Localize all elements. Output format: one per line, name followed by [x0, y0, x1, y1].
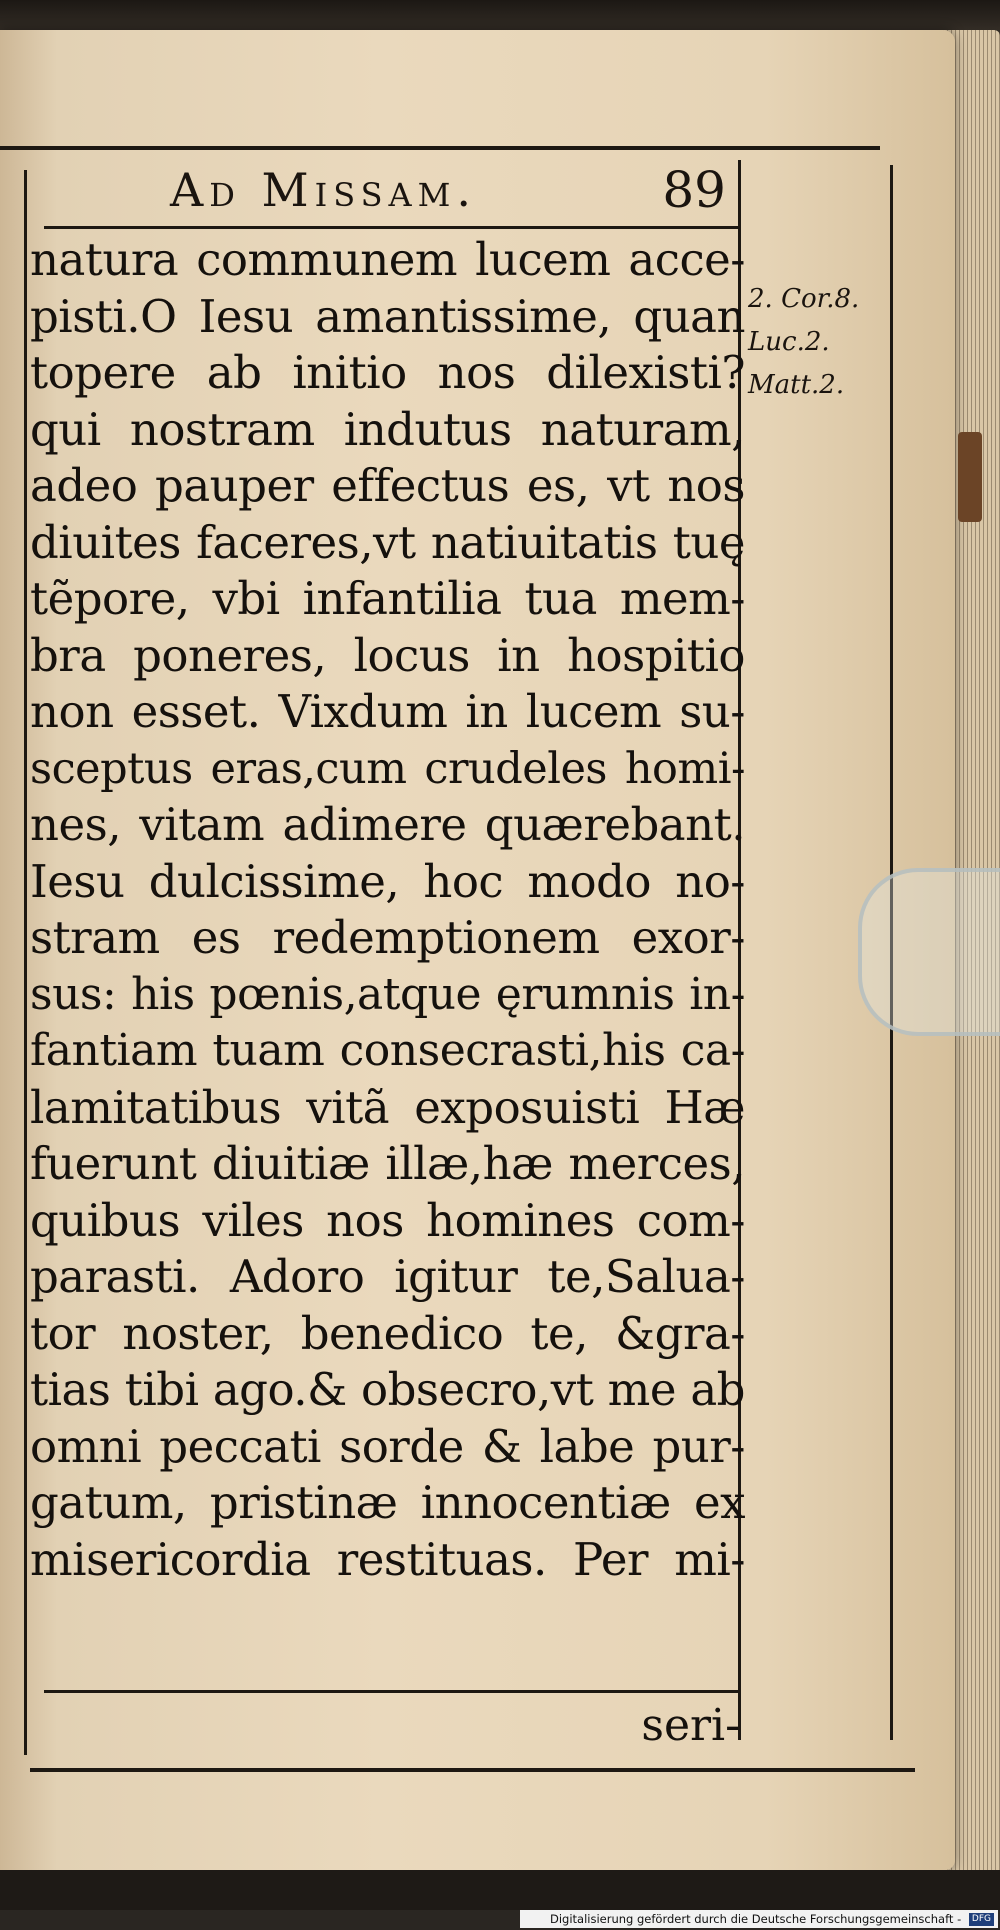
text-line: qui nostram indutus naturam,: [30, 402, 745, 456]
text-line: pisti.O Iesu amantissime, quan: [30, 289, 745, 343]
running-title: Ad Missam.: [170, 163, 478, 217]
text-line: tias tibi ago.& obsecro,vt me ab: [30, 1363, 745, 1416]
text-line: non esset. Vixdum in lucem su-: [30, 685, 745, 738]
text-line: misericordia restituas. Per mi-: [30, 1532, 745, 1586]
text-line: omni peccati sorde & labe pur-: [30, 1419, 745, 1473]
page-clip: [858, 868, 1000, 1036]
margin-note: Matt.2.: [748, 370, 845, 400]
text-line: quibus viles nos homines com-: [30, 1193, 745, 1247]
text-line: bra poneres, locus in hospitio: [30, 628, 745, 682]
text-line: topere ab initio nos dilexisti?: [30, 346, 745, 399]
text-line: stram es redemptionem exor-: [30, 911, 745, 964]
text-line: nes, vitam adimere quærebant.: [30, 798, 745, 851]
margin-note: 2. Cor.8.: [748, 284, 860, 314]
text-line: tẽpore, vbi infantilia tua mem-: [30, 572, 745, 625]
body-text: [30, 232, 745, 1588]
running-head: [170, 160, 730, 220]
text-line: Iesu dulcissime, hoc modo no-: [30, 854, 745, 908]
text-line: fantiam tuam consecrasti,his ca-: [30, 1025, 745, 1076]
header-rule: [44, 226, 740, 229]
page-number: 89: [662, 161, 726, 219]
text-line: lamitatibus vitã exposuisti Hæ: [30, 1080, 745, 1134]
top-frame-rule: [0, 146, 880, 150]
text-line: sceptus eras,cum crudeles homi-: [30, 743, 745, 794]
text-line: adeo pauper effectus es, vt nos: [30, 459, 745, 512]
scan-background-bottom: [0, 1870, 1000, 1910]
catchword-rule: [44, 1690, 740, 1693]
text-line: fuerunt diuitiæ illæ,hæ merces,: [30, 1137, 745, 1190]
dfg-logo-icon: DFG: [969, 1913, 994, 1926]
margin-notes: [748, 278, 888, 407]
text-line: natura communem lucem acce-: [30, 233, 745, 286]
bottom-frame-rule: [30, 1768, 915, 1772]
text-line: parasti. Adoro igitur te,Salua-: [30, 1250, 745, 1303]
catchword: seri-: [641, 1700, 740, 1751]
digitization-credit: [520, 1910, 998, 1928]
left-frame-rule: [24, 170, 27, 1755]
margin-note: Luc.2.: [748, 327, 830, 357]
credit-text: Digitalisierung gefördert durch die Deutsche Forschungsgemeinschaft -: [549, 1912, 962, 1926]
bookmark-ribbon: [958, 432, 982, 522]
text-line: diuites faceres,vt natiuitatis tuę: [30, 515, 745, 569]
text-line: sus: his pœnis,atque ęrumnis in-: [30, 968, 745, 1020]
text-line: gatum, pristinæ innocentiæ ex: [30, 1476, 745, 1529]
text-line: tor noster, benedico te, &gra-: [30, 1306, 745, 1360]
